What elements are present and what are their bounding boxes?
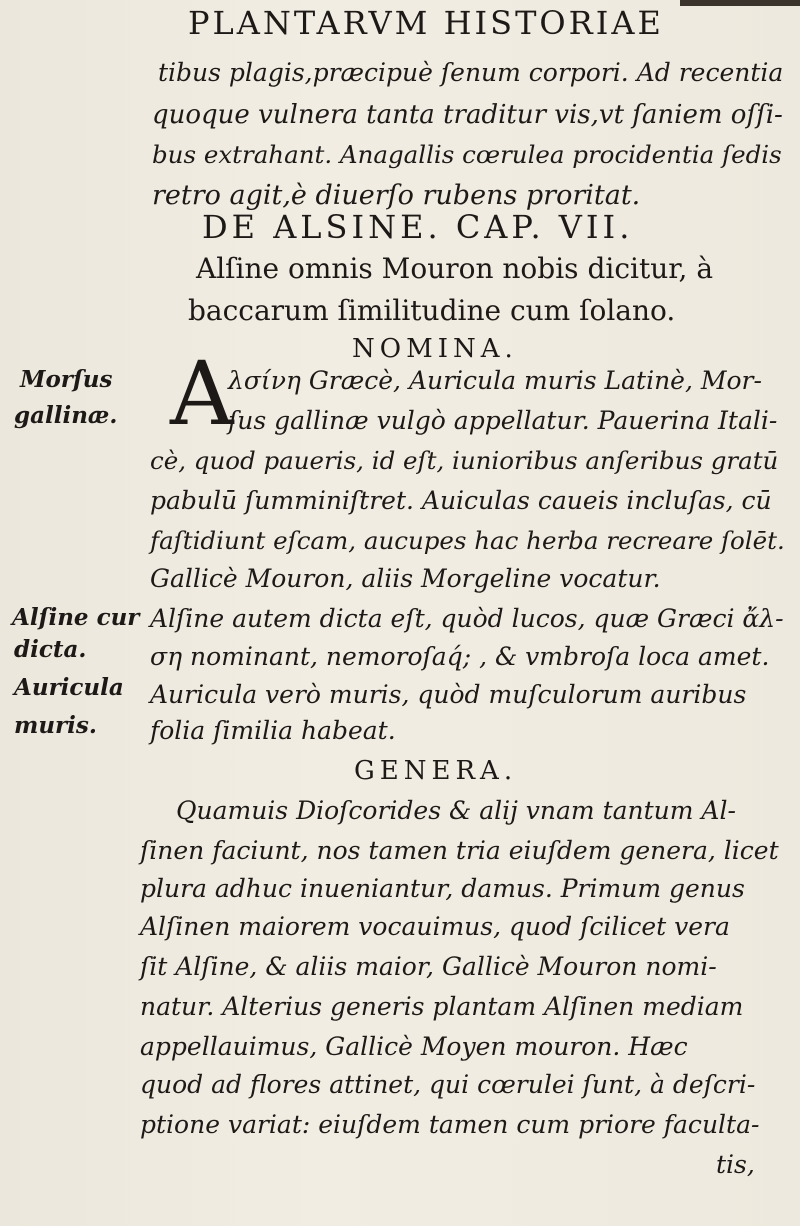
text-line: Alſinen maiorem vocauimus, quod ſcilicet vera	[140, 912, 730, 941]
text-line: quoque vulnera tanta traditur vis,vt ſaniem oſſi-	[152, 100, 783, 130]
text-line: pabulū ſumminiſtret. Auiculas caueis incluſas, cū	[150, 486, 772, 515]
text-line: folia ſimilia habeat.	[150, 716, 396, 745]
margin-note: gallinæ.	[14, 402, 118, 429]
text-line: tis,	[716, 1150, 755, 1179]
margin-note: dicta.	[14, 636, 87, 663]
text-line: Quamuis Dioſcorides & alij vnam tantum Al-	[176, 796, 736, 825]
margin-note: Auricula	[14, 674, 124, 701]
text-line: ση nominant, nemoroſaq́; , & vmbroſa loca amet.	[150, 642, 770, 671]
chapter-summary-line: baccarum ſimilitudine cum ſolano.	[188, 294, 676, 327]
text-line: Gallicè Mouron, aliis Morgeline vocatur.	[150, 564, 661, 593]
text-line: bus extrahant. Anagallis cœrulea procidentia ſedis	[152, 140, 782, 169]
margin-note: Morſus	[20, 366, 113, 393]
text-line: Auricula verò muris, quòd muſculorum auribus	[150, 680, 747, 709]
text-line: retro agit,è diuerſo rubens proritat.	[152, 180, 641, 211]
drop-initial: A	[170, 342, 234, 445]
chapter-summary-line: Alſine omnis Mouron nobis dicitur, à	[196, 252, 714, 285]
text-line: appellauimus, Gallicè Moyen mouron. Hæc	[140, 1032, 688, 1061]
text-line: faſtidiunt eſcam, aucupes hac herba recreare ſolēt.	[150, 526, 785, 555]
running-head: PLANTARVM HISTORIAE	[188, 4, 664, 42]
text-line: natur. Alterius generis plantam Alſinen mediam	[140, 992, 744, 1021]
text-line: ſinen faciunt, nos tamen tria eiuſdem genera, licet	[140, 836, 779, 865]
margin-note: muris.	[14, 712, 97, 739]
text-line: tibus plagis,præcipuè ſenum corpori. Ad recentia	[158, 58, 784, 87]
text-line: quod ad flores attinet, qui cœrulei ſunt, à deſcri-	[140, 1070, 756, 1099]
text-line: ptione variat: eiuſdem tamen cum priore faculta-	[140, 1110, 760, 1139]
text-line: cè, quod paueris, id eſt, iunioribus anſeribus gratū	[150, 446, 779, 475]
text-line: ſit Alſine, & aliis maior, Gallicè Mouron nomi-	[140, 952, 717, 981]
section-heading-nomina: NOMINA.	[352, 334, 518, 364]
text-line: ſus gallinæ vulgò appellatur. Pauerina Itali-	[228, 406, 778, 435]
text-line: Alſine autem dicta eſt, quòd lucos, quæ Græci ἄλ-	[150, 604, 784, 633]
chapter-title: DE ALSINE. CAP. VII.	[202, 208, 634, 246]
text-line: plura adhuc inueniantur, damus. Primum genus	[140, 874, 745, 903]
margin-note: Alſine cur	[12, 604, 140, 631]
text-line: λσίνη Græcè, Auricula muris Latinè, Mor-	[228, 366, 762, 395]
page-corner-shadow	[680, 0, 800, 6]
section-heading-genera: GENERA.	[354, 756, 518, 786]
